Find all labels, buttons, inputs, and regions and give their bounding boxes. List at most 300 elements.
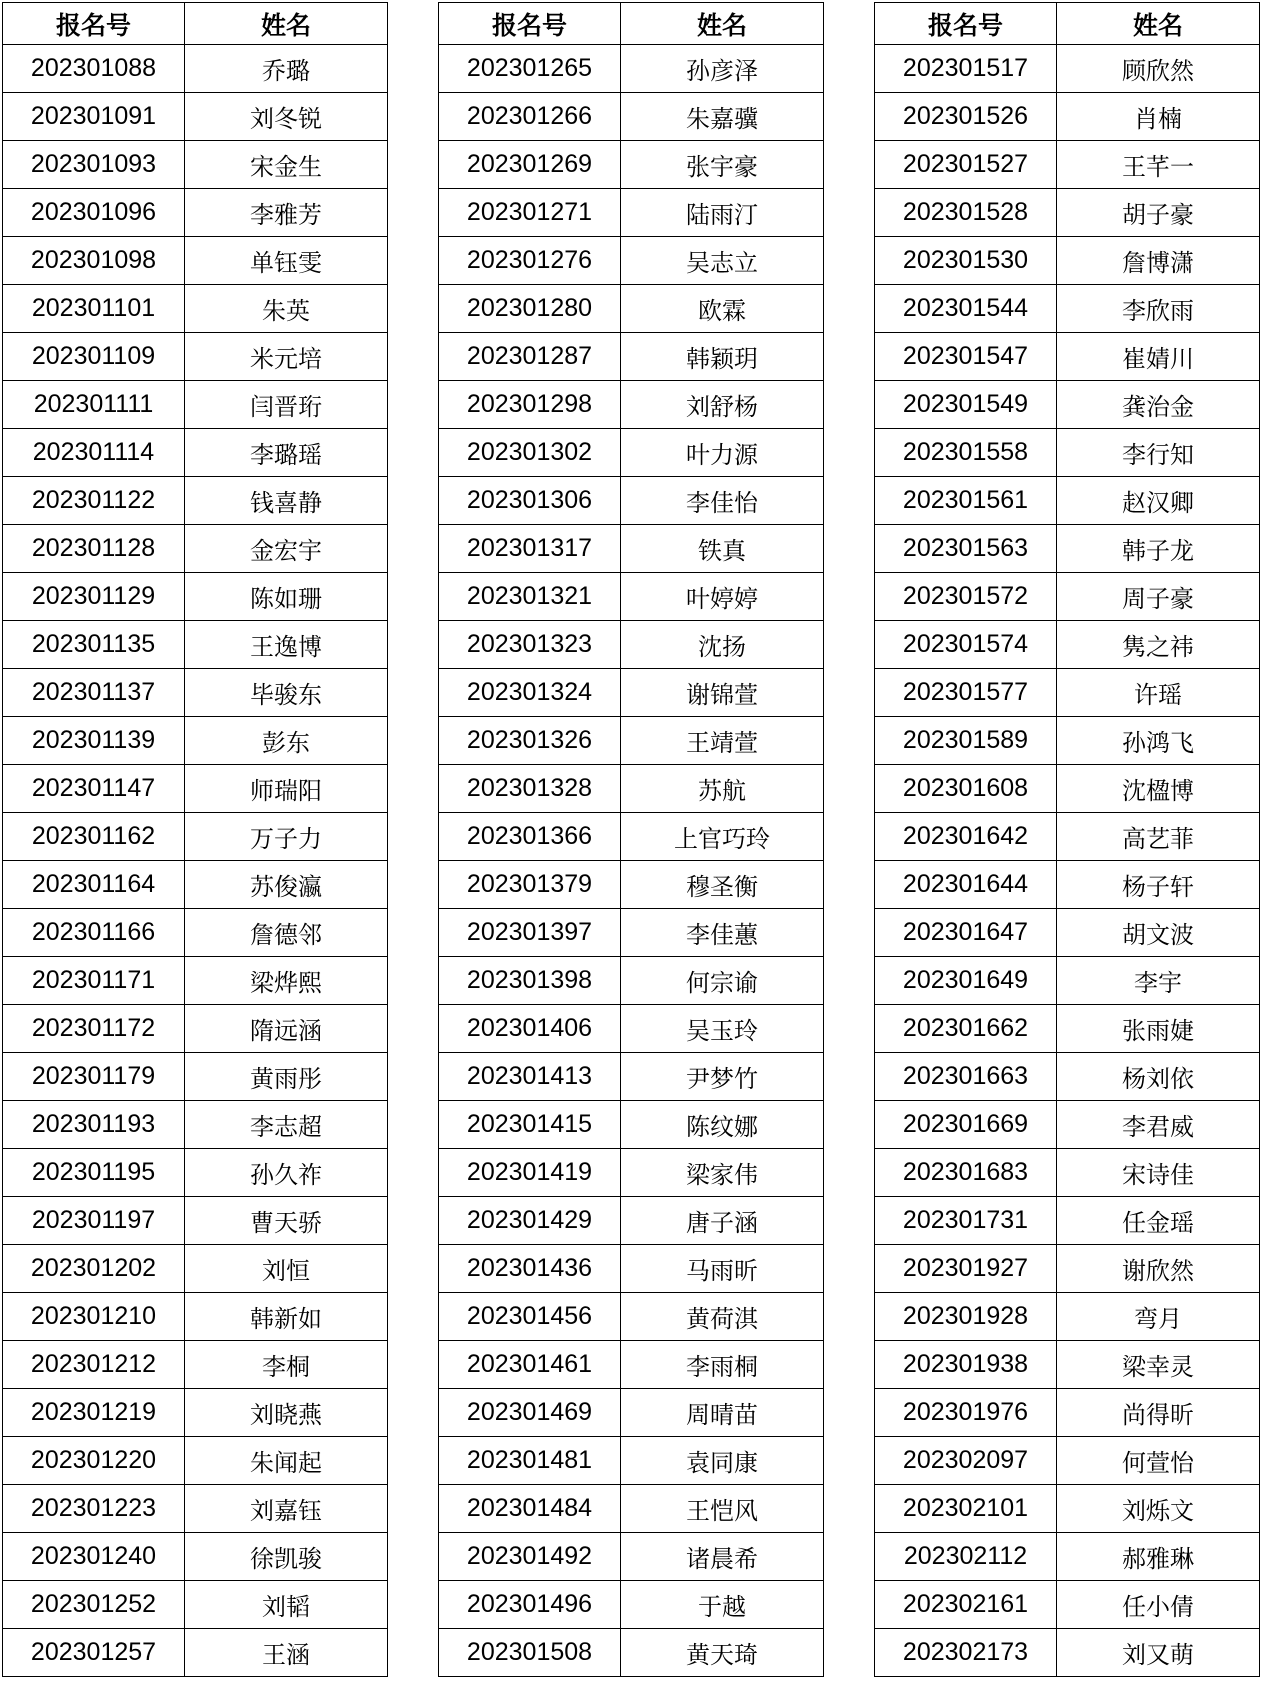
name-cell: 宋金生 bbox=[185, 141, 388, 189]
name-cell: 钱喜静 bbox=[185, 477, 388, 525]
registration-no-cell: 202301642 bbox=[875, 813, 1057, 861]
name-cell: 吴志立 bbox=[621, 237, 824, 285]
table-row bbox=[875, 285, 1260, 333]
name-cell: 周子豪 bbox=[1057, 573, 1260, 621]
table-row bbox=[875, 237, 1260, 285]
table-row bbox=[439, 1197, 824, 1245]
name-cell: 徐凯骏 bbox=[185, 1533, 388, 1581]
registration-no-cell: 202301530 bbox=[875, 237, 1057, 285]
roster-table-2 bbox=[438, 2, 824, 1677]
name-header: 姓名 bbox=[621, 3, 824, 45]
table-row bbox=[3, 189, 388, 237]
table-row bbox=[875, 1053, 1260, 1101]
table-row bbox=[875, 1389, 1260, 1437]
table-row bbox=[875, 1293, 1260, 1341]
header-row bbox=[3, 3, 388, 45]
registration-no-cell: 202301663 bbox=[875, 1053, 1057, 1101]
registration-no-cell: 202301179 bbox=[3, 1053, 185, 1101]
name-cell: 袁同康 bbox=[621, 1437, 824, 1485]
registration-no-cell: 202301212 bbox=[3, 1341, 185, 1389]
registration-no-cell: 202301223 bbox=[3, 1485, 185, 1533]
registration-no-cell: 202301415 bbox=[439, 1101, 621, 1149]
name-cell: 刘晓燕 bbox=[185, 1389, 388, 1437]
registration-no-cell: 202302097 bbox=[875, 1437, 1057, 1485]
name-cell: 尚得昕 bbox=[1057, 1389, 1260, 1437]
registration-no-cell: 202301398 bbox=[439, 957, 621, 1005]
registration-no-cell: 202301257 bbox=[3, 1629, 185, 1677]
registration-no-cell: 202301219 bbox=[3, 1389, 185, 1437]
registration-no-cell: 202301429 bbox=[439, 1197, 621, 1245]
name-cell: 刘韬 bbox=[185, 1581, 388, 1629]
name-cell: 龚治金 bbox=[1057, 381, 1260, 429]
registration-no-cell: 202301558 bbox=[875, 429, 1057, 477]
table-row bbox=[439, 957, 824, 1005]
name-cell: 王恺风 bbox=[621, 1485, 824, 1533]
registration-no-cell: 202301265 bbox=[439, 45, 621, 93]
registration-no-cell: 202301366 bbox=[439, 813, 621, 861]
name-cell: 韩颖玥 bbox=[621, 333, 824, 381]
registration-no-cell: 202301269 bbox=[439, 141, 621, 189]
table-row bbox=[875, 669, 1260, 717]
registration-no-cell: 202301496 bbox=[439, 1581, 621, 1629]
registration-no-cell: 202301298 bbox=[439, 381, 621, 429]
registration-no-cell: 202301197 bbox=[3, 1197, 185, 1245]
table-row bbox=[875, 765, 1260, 813]
roster-table-1 bbox=[2, 2, 388, 1677]
table-row bbox=[439, 573, 824, 621]
registration-no-cell: 202301098 bbox=[3, 237, 185, 285]
table-row bbox=[439, 237, 824, 285]
registration-no-cell: 202301528 bbox=[875, 189, 1057, 237]
registration-no-cell: 202301166 bbox=[3, 909, 185, 957]
name-cell: 李雅芳 bbox=[185, 189, 388, 237]
registration-no-cell: 202301276 bbox=[439, 237, 621, 285]
registration-no-cell: 202301324 bbox=[439, 669, 621, 717]
table-row bbox=[3, 1005, 388, 1053]
table-row bbox=[439, 1389, 824, 1437]
registration-no-cell: 202301302 bbox=[439, 429, 621, 477]
name-cell: 彭东 bbox=[185, 717, 388, 765]
name-cell: 唐子涵 bbox=[621, 1197, 824, 1245]
name-cell: 胡文波 bbox=[1057, 909, 1260, 957]
table-row bbox=[875, 381, 1260, 429]
registration-no-cell: 202301731 bbox=[875, 1197, 1057, 1245]
table-row bbox=[439, 861, 824, 909]
registration-no-cell: 202301589 bbox=[875, 717, 1057, 765]
registration-no-cell: 202301662 bbox=[875, 1005, 1057, 1053]
table-row bbox=[439, 141, 824, 189]
table-row bbox=[875, 189, 1260, 237]
registration-no-cell: 202301927 bbox=[875, 1245, 1057, 1293]
name-cell: 叶婷婷 bbox=[621, 573, 824, 621]
registration-no-cell: 202301328 bbox=[439, 765, 621, 813]
registration-no-header: 报名号 bbox=[3, 3, 185, 45]
roster-body bbox=[875, 45, 1260, 1677]
registration-no-cell: 202301111 bbox=[3, 381, 185, 429]
name-cell: 谢锦萱 bbox=[621, 669, 824, 717]
registration-no-cell: 202301644 bbox=[875, 861, 1057, 909]
registration-no-cell: 202301456 bbox=[439, 1293, 621, 1341]
table-row bbox=[3, 717, 388, 765]
header-row bbox=[875, 3, 1260, 45]
registration-no-cell: 202301397 bbox=[439, 909, 621, 957]
roster-table-3 bbox=[874, 2, 1260, 1677]
registration-no-cell: 202301122 bbox=[3, 477, 185, 525]
table-row bbox=[3, 813, 388, 861]
table-row bbox=[3, 1293, 388, 1341]
registration-no-cell: 202301976 bbox=[875, 1389, 1057, 1437]
registration-no-cell: 202301306 bbox=[439, 477, 621, 525]
name-cell: 陈如珊 bbox=[185, 573, 388, 621]
table-row bbox=[439, 1101, 824, 1149]
table-row bbox=[439, 1341, 824, 1389]
registration-no-cell: 202301252 bbox=[3, 1581, 185, 1629]
table-row bbox=[3, 621, 388, 669]
name-cell: 王靖萱 bbox=[621, 717, 824, 765]
name-cell: 刘嘉钰 bbox=[185, 1485, 388, 1533]
table-row bbox=[875, 1581, 1260, 1629]
table-row bbox=[3, 765, 388, 813]
name-cell: 张雨婕 bbox=[1057, 1005, 1260, 1053]
table-row bbox=[3, 93, 388, 141]
name-cell: 李君威 bbox=[1057, 1101, 1260, 1149]
registration-no-cell: 202301508 bbox=[439, 1629, 621, 1677]
name-cell: 詹博潇 bbox=[1057, 237, 1260, 285]
table-row bbox=[3, 861, 388, 909]
name-header: 姓名 bbox=[1057, 3, 1260, 45]
table-row bbox=[3, 1245, 388, 1293]
registration-no-cell: 202301527 bbox=[875, 141, 1057, 189]
name-cell: 张宇豪 bbox=[621, 141, 824, 189]
table-row bbox=[439, 333, 824, 381]
name-cell: 师瑞阳 bbox=[185, 765, 388, 813]
registration-no-cell: 202301549 bbox=[875, 381, 1057, 429]
table-row bbox=[3, 1149, 388, 1197]
name-cell: 任金瑶 bbox=[1057, 1197, 1260, 1245]
name-cell: 万子力 bbox=[185, 813, 388, 861]
name-cell: 高艺菲 bbox=[1057, 813, 1260, 861]
registration-no-cell: 202301544 bbox=[875, 285, 1057, 333]
name-cell: 诸晨希 bbox=[621, 1533, 824, 1581]
registration-no-cell: 202301193 bbox=[3, 1101, 185, 1149]
registration-no-cell: 202301577 bbox=[875, 669, 1057, 717]
registration-no-cell: 202301109 bbox=[3, 333, 185, 381]
table-row bbox=[3, 1389, 388, 1437]
table-row bbox=[439, 1581, 824, 1629]
name-header: 姓名 bbox=[185, 3, 388, 45]
registration-no-cell: 202301406 bbox=[439, 1005, 621, 1053]
registration-no-cell: 202301413 bbox=[439, 1053, 621, 1101]
name-cell: 宋诗佳 bbox=[1057, 1149, 1260, 1197]
table-row bbox=[3, 477, 388, 525]
table-row bbox=[439, 1533, 824, 1581]
registration-no-cell: 202301164 bbox=[3, 861, 185, 909]
table-row bbox=[875, 1197, 1260, 1245]
registration-no-cell: 202301114 bbox=[3, 429, 185, 477]
registration-no-cell: 202301321 bbox=[439, 573, 621, 621]
name-cell: 肖楠 bbox=[1057, 93, 1260, 141]
table-row bbox=[439, 381, 824, 429]
registration-no-cell: 202301271 bbox=[439, 189, 621, 237]
name-cell: 周晴苗 bbox=[621, 1389, 824, 1437]
table-row bbox=[439, 621, 824, 669]
table-row bbox=[439, 285, 824, 333]
registration-no-cell: 202301266 bbox=[439, 93, 621, 141]
table-row bbox=[439, 1293, 824, 1341]
name-cell: 王逸博 bbox=[185, 621, 388, 669]
name-cell: 苏航 bbox=[621, 765, 824, 813]
name-cell: 杨子轩 bbox=[1057, 861, 1260, 909]
name-cell: 崔婧川 bbox=[1057, 333, 1260, 381]
name-cell: 黄天琦 bbox=[621, 1629, 824, 1677]
name-cell: 叶力源 bbox=[621, 429, 824, 477]
registration-no-cell: 202301101 bbox=[3, 285, 185, 333]
registration-no-cell: 202301436 bbox=[439, 1245, 621, 1293]
name-cell: 任小倩 bbox=[1057, 1581, 1260, 1629]
registration-no-cell: 202301210 bbox=[3, 1293, 185, 1341]
registration-no-cell: 202301526 bbox=[875, 93, 1057, 141]
registration-no-cell: 202301938 bbox=[875, 1341, 1057, 1389]
table-row bbox=[3, 1581, 388, 1629]
table-row bbox=[3, 141, 388, 189]
name-cell: 吴玉玲 bbox=[621, 1005, 824, 1053]
registration-no-header: 报名号 bbox=[875, 3, 1057, 45]
registration-no-cell: 202301492 bbox=[439, 1533, 621, 1581]
registration-no-cell: 202301128 bbox=[3, 525, 185, 573]
registration-no-cell: 202301172 bbox=[3, 1005, 185, 1053]
registration-no-cell: 202301469 bbox=[439, 1389, 621, 1437]
table-row bbox=[3, 1053, 388, 1101]
name-cell: 隽之祎 bbox=[1057, 621, 1260, 669]
registration-no-header: 报名号 bbox=[439, 3, 621, 45]
registration-no-cell: 202301649 bbox=[875, 957, 1057, 1005]
registration-no-cell: 202301461 bbox=[439, 1341, 621, 1389]
table-row bbox=[439, 1629, 824, 1677]
name-cell: 于越 bbox=[621, 1581, 824, 1629]
table-row bbox=[439, 189, 824, 237]
table-row bbox=[875, 573, 1260, 621]
name-cell: 陈纹娜 bbox=[621, 1101, 824, 1149]
name-cell: 金宏宇 bbox=[185, 525, 388, 573]
registration-no-cell: 202301096 bbox=[3, 189, 185, 237]
name-cell: 尹梦竹 bbox=[621, 1053, 824, 1101]
table-row bbox=[439, 45, 824, 93]
name-cell: 朱嘉骥 bbox=[621, 93, 824, 141]
name-cell: 刘舒杨 bbox=[621, 381, 824, 429]
registration-no-cell: 202302101 bbox=[875, 1485, 1057, 1533]
table-row bbox=[439, 1437, 824, 1485]
name-cell: 李佳蕙 bbox=[621, 909, 824, 957]
registration-no-cell: 202301147 bbox=[3, 765, 185, 813]
registration-no-cell: 202301093 bbox=[3, 141, 185, 189]
name-cell: 黄荷淇 bbox=[621, 1293, 824, 1341]
table-row bbox=[875, 813, 1260, 861]
table-row bbox=[875, 717, 1260, 765]
name-cell: 米元培 bbox=[185, 333, 388, 381]
name-cell: 陆雨汀 bbox=[621, 189, 824, 237]
table-row bbox=[3, 429, 388, 477]
name-cell: 梁烨熙 bbox=[185, 957, 388, 1005]
name-cell: 刘恒 bbox=[185, 1245, 388, 1293]
table-row bbox=[875, 1005, 1260, 1053]
name-cell: 马雨昕 bbox=[621, 1245, 824, 1293]
name-cell: 杨刘依 bbox=[1057, 1053, 1260, 1101]
registration-no-cell: 202301287 bbox=[439, 333, 621, 381]
table-row bbox=[875, 141, 1260, 189]
table-row bbox=[3, 1341, 388, 1389]
table-row bbox=[875, 333, 1260, 381]
name-cell: 王芊一 bbox=[1057, 141, 1260, 189]
registration-no-cell: 202301202 bbox=[3, 1245, 185, 1293]
table-row bbox=[3, 381, 388, 429]
name-cell: 孙久祚 bbox=[185, 1149, 388, 1197]
table-row bbox=[3, 957, 388, 1005]
name-cell: 乔璐 bbox=[185, 45, 388, 93]
name-cell: 李欣雨 bbox=[1057, 285, 1260, 333]
registration-no-cell: 202301091 bbox=[3, 93, 185, 141]
table-row bbox=[439, 429, 824, 477]
table-row bbox=[3, 909, 388, 957]
name-cell: 朱英 bbox=[185, 285, 388, 333]
table-row bbox=[875, 1485, 1260, 1533]
table-row bbox=[875, 1245, 1260, 1293]
table-row bbox=[439, 909, 824, 957]
name-cell: 刘冬锐 bbox=[185, 93, 388, 141]
name-cell: 詹德邻 bbox=[185, 909, 388, 957]
registration-no-cell: 202301517 bbox=[875, 45, 1057, 93]
name-cell: 曹天骄 bbox=[185, 1197, 388, 1245]
roster-body bbox=[439, 45, 824, 1677]
name-cell: 李志超 bbox=[185, 1101, 388, 1149]
registration-no-cell: 202301088 bbox=[3, 45, 185, 93]
table-row bbox=[3, 333, 388, 381]
table-row bbox=[3, 1197, 388, 1245]
name-cell: 孙彦泽 bbox=[621, 45, 824, 93]
table-row bbox=[439, 1005, 824, 1053]
registration-no-cell: 202301669 bbox=[875, 1101, 1057, 1149]
name-cell: 穆圣衡 bbox=[621, 861, 824, 909]
table-row bbox=[875, 861, 1260, 909]
name-cell: 韩子龙 bbox=[1057, 525, 1260, 573]
name-cell: 李佳怡 bbox=[621, 477, 824, 525]
name-cell: 李行知 bbox=[1057, 429, 1260, 477]
table-row bbox=[439, 717, 824, 765]
registration-no-cell: 202301574 bbox=[875, 621, 1057, 669]
registration-no-cell: 202301240 bbox=[3, 1533, 185, 1581]
name-cell: 李雨桐 bbox=[621, 1341, 824, 1389]
table-row bbox=[3, 1533, 388, 1581]
registration-no-cell: 202301572 bbox=[875, 573, 1057, 621]
table-row bbox=[3, 573, 388, 621]
table-row bbox=[439, 1245, 824, 1293]
name-cell: 顾欣然 bbox=[1057, 45, 1260, 93]
table-row bbox=[3, 669, 388, 717]
table-row bbox=[3, 1101, 388, 1149]
table-row bbox=[875, 1149, 1260, 1197]
table-row bbox=[3, 525, 388, 573]
table-row bbox=[3, 1629, 388, 1677]
name-cell: 郝雅琳 bbox=[1057, 1533, 1260, 1581]
registration-no-cell: 202301647 bbox=[875, 909, 1057, 957]
table-row bbox=[875, 1629, 1260, 1677]
name-cell: 沈扬 bbox=[621, 621, 824, 669]
registration-no-cell: 202301928 bbox=[875, 1293, 1057, 1341]
registration-no-cell: 202301162 bbox=[3, 813, 185, 861]
table-row bbox=[439, 477, 824, 525]
name-cell: 谢欣然 bbox=[1057, 1245, 1260, 1293]
name-cell: 隋远涵 bbox=[185, 1005, 388, 1053]
name-cell: 苏俊瀛 bbox=[185, 861, 388, 909]
table-row bbox=[875, 429, 1260, 477]
table-row bbox=[875, 1533, 1260, 1581]
table-row bbox=[3, 237, 388, 285]
table-row bbox=[439, 669, 824, 717]
name-cell: 李璐瑶 bbox=[185, 429, 388, 477]
name-cell: 韩新如 bbox=[185, 1293, 388, 1341]
name-cell: 胡子豪 bbox=[1057, 189, 1260, 237]
table-row bbox=[875, 93, 1260, 141]
table-row bbox=[875, 957, 1260, 1005]
table-row bbox=[875, 477, 1260, 525]
registration-no-cell: 202301129 bbox=[3, 573, 185, 621]
name-cell: 闫晋珩 bbox=[185, 381, 388, 429]
name-cell: 刘烁文 bbox=[1057, 1485, 1260, 1533]
table-row bbox=[875, 621, 1260, 669]
table-row bbox=[3, 285, 388, 333]
registration-no-cell: 202301323 bbox=[439, 621, 621, 669]
registration-no-cell: 202301481 bbox=[439, 1437, 621, 1485]
registration-no-cell: 202301139 bbox=[3, 717, 185, 765]
table-row bbox=[3, 1485, 388, 1533]
name-cell: 孙鸿飞 bbox=[1057, 717, 1260, 765]
registration-no-cell: 202301683 bbox=[875, 1149, 1057, 1197]
header-row bbox=[439, 3, 824, 45]
name-cell: 单钰雯 bbox=[185, 237, 388, 285]
registration-no-cell: 202301561 bbox=[875, 477, 1057, 525]
table-row bbox=[439, 93, 824, 141]
name-cell: 弯月 bbox=[1057, 1293, 1260, 1341]
table-row bbox=[439, 1485, 824, 1533]
name-cell: 铁真 bbox=[621, 525, 824, 573]
registration-no-cell: 202301220 bbox=[3, 1437, 185, 1485]
registration-no-cell: 202301135 bbox=[3, 621, 185, 669]
table-row bbox=[875, 1437, 1260, 1485]
name-cell: 朱闻起 bbox=[185, 1437, 388, 1485]
registration-no-cell: 202301195 bbox=[3, 1149, 185, 1197]
table-row bbox=[439, 765, 824, 813]
name-cell: 梁幸灵 bbox=[1057, 1341, 1260, 1389]
name-cell: 梁家伟 bbox=[621, 1149, 824, 1197]
registration-no-cell: 202301547 bbox=[875, 333, 1057, 381]
table-row bbox=[875, 909, 1260, 957]
table-row bbox=[3, 1437, 388, 1485]
registration-no-cell: 202302173 bbox=[875, 1629, 1057, 1677]
name-cell: 沈楹博 bbox=[1057, 765, 1260, 813]
roster-body bbox=[3, 45, 388, 1677]
registration-no-cell: 202301171 bbox=[3, 957, 185, 1005]
name-cell: 李桐 bbox=[185, 1341, 388, 1389]
name-cell: 何萱怡 bbox=[1057, 1437, 1260, 1485]
name-cell: 欧霖 bbox=[621, 285, 824, 333]
name-cell: 黄雨彤 bbox=[185, 1053, 388, 1101]
table-row bbox=[439, 1053, 824, 1101]
table-row bbox=[3, 45, 388, 93]
registration-no-cell: 202301280 bbox=[439, 285, 621, 333]
table-row bbox=[439, 813, 824, 861]
name-cell: 李宇 bbox=[1057, 957, 1260, 1005]
name-cell: 上官巧玲 bbox=[621, 813, 824, 861]
registration-no-cell: 202301419 bbox=[439, 1149, 621, 1197]
